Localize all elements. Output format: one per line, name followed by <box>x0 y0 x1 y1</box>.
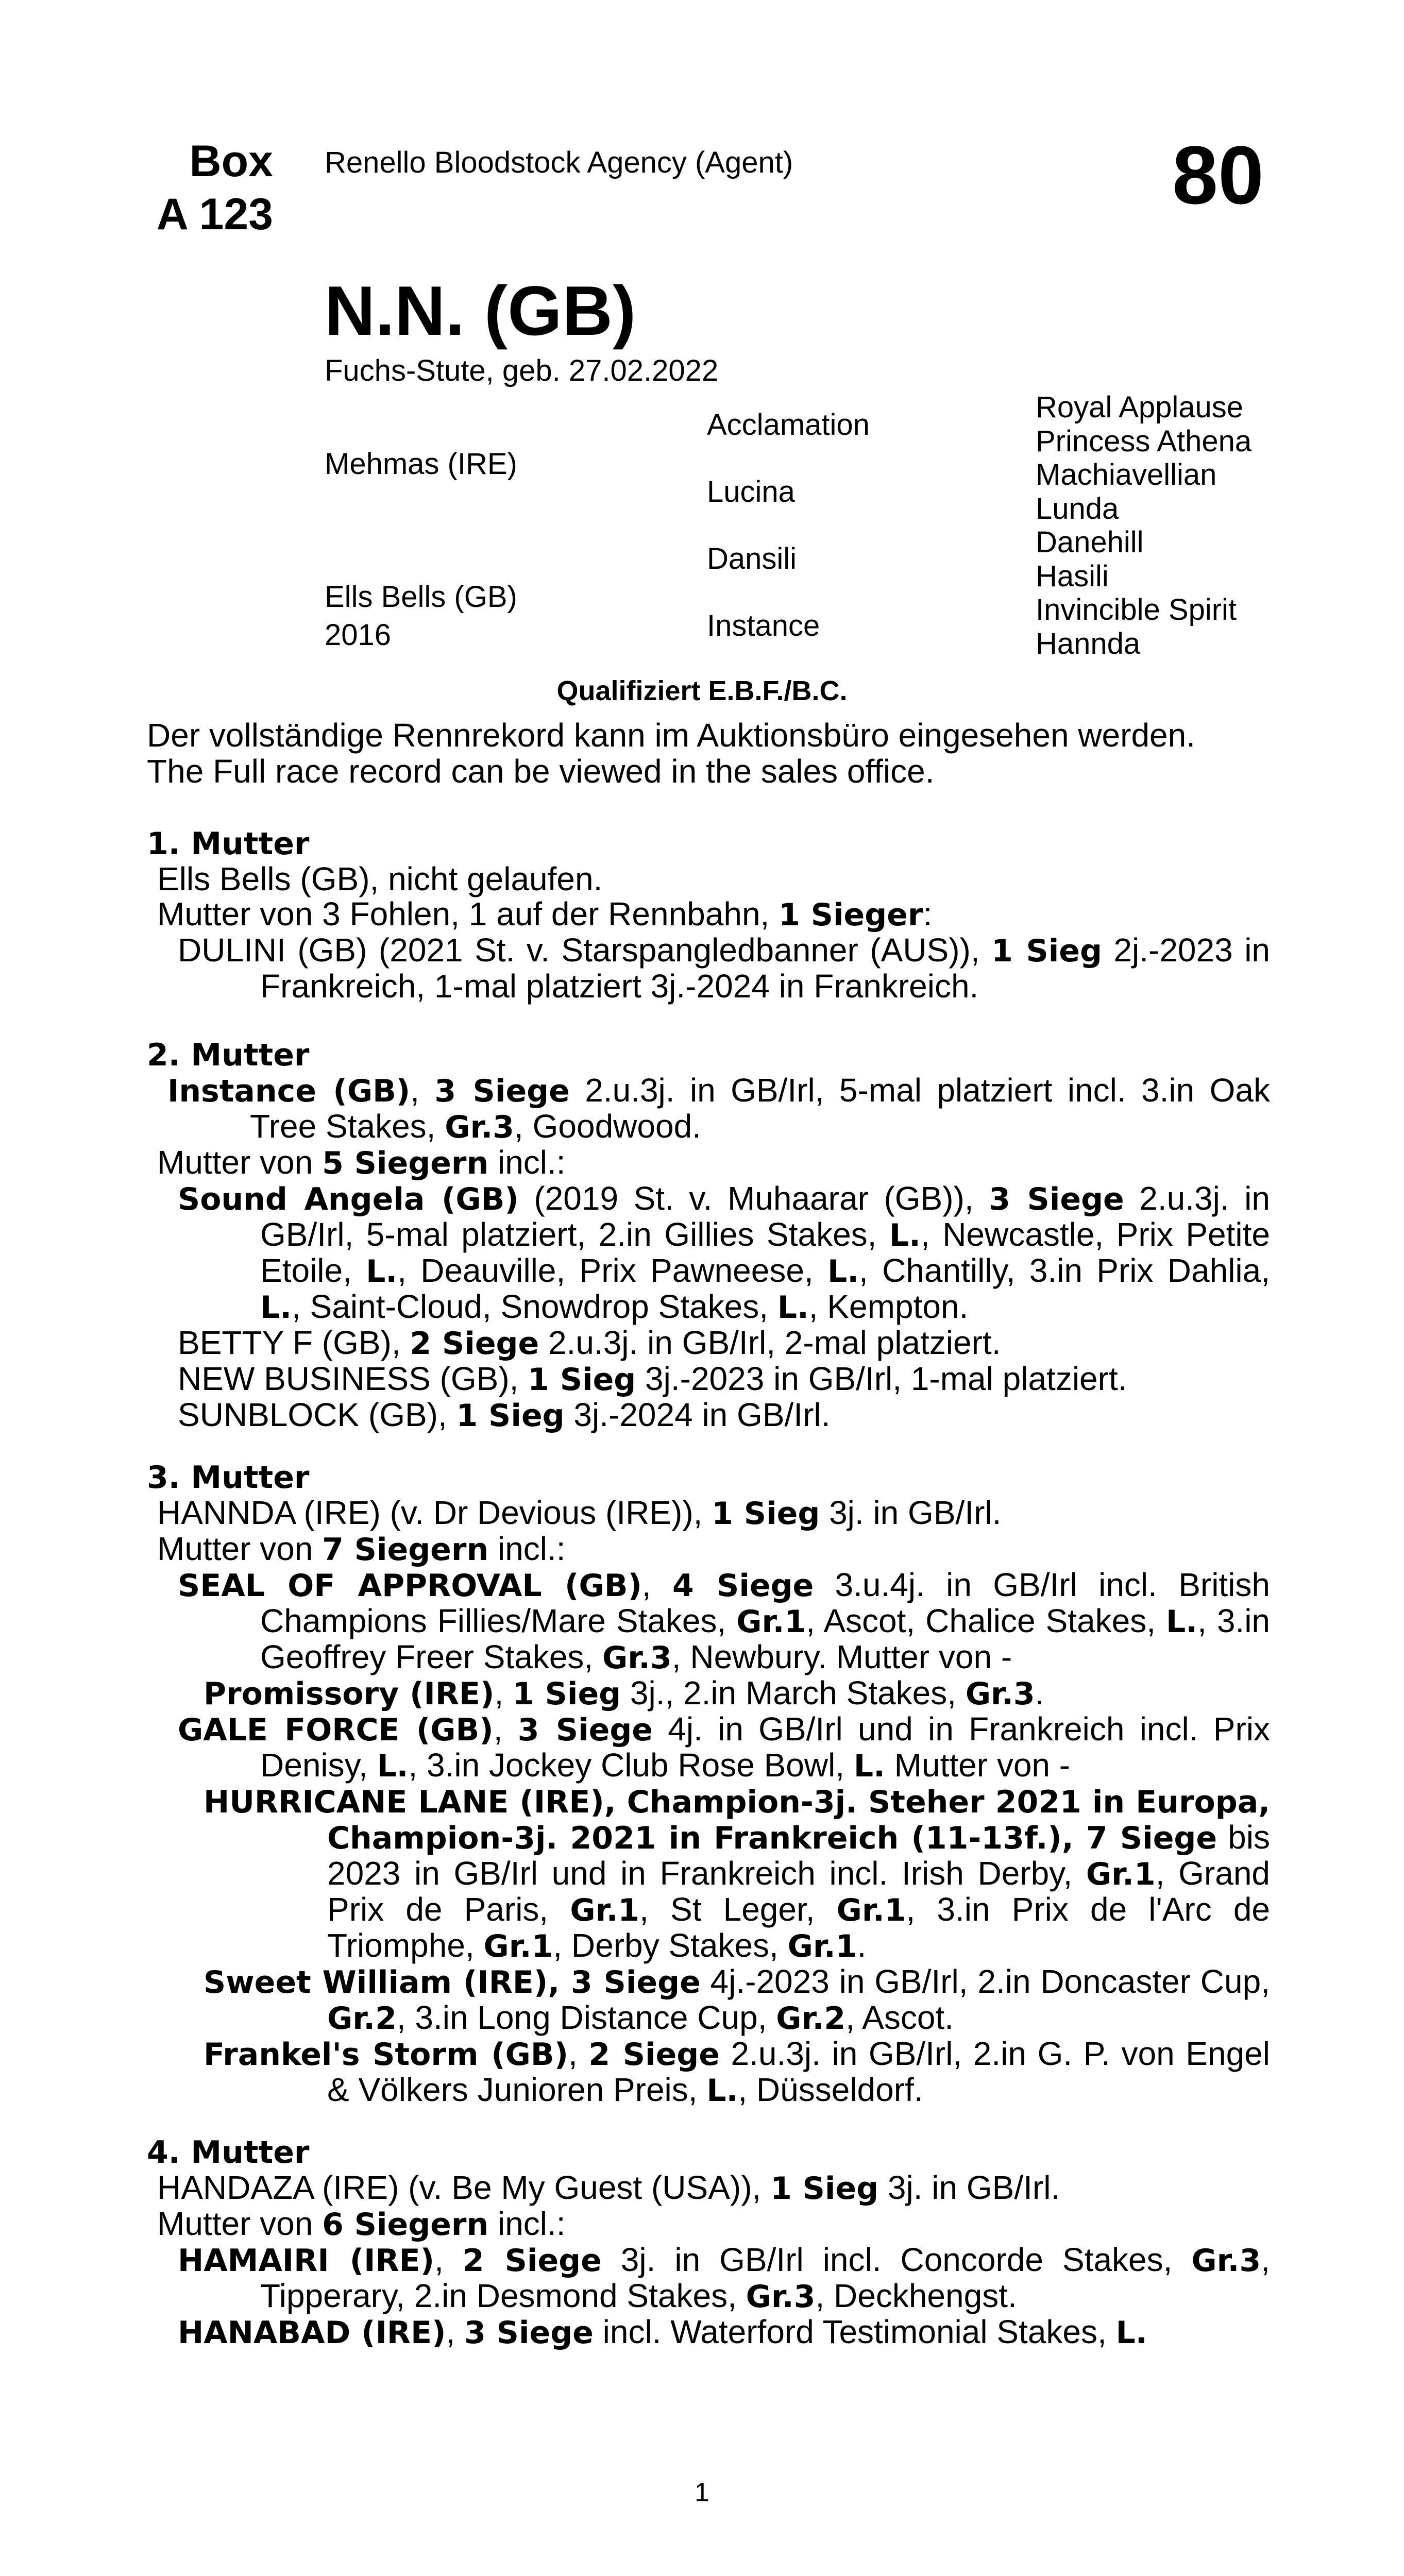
pedigree-ggp: Royal Applause <box>1036 391 1244 424</box>
box-line-2: A 123 <box>156 190 273 240</box>
agent-name: Renello Bloodstock Agency (Agent) <box>325 146 793 179</box>
race-record-note-en: The Full race record can be viewed in the sales office. <box>147 753 935 790</box>
dam-line: HANNDA (IRE) (v. Dr Devious (IRE)), 1 Sieg 3j. in GB/Irl. <box>157 1494 1002 1532</box>
section-fourth-dam <box>147 2135 1270 2350</box>
produce-entry: BETTY F (GB), 2 Siege 2.u.3j. in GB/Irl, 2-mal platziert. <box>178 1324 1001 1362</box>
pedigree-dam-sire: Dansili <box>707 542 797 575</box>
pedigree-dam-year: 2016 <box>325 618 392 652</box>
pedigree-dam-dam: Instance <box>707 609 820 642</box>
produce-entry: SUNBLOCK (GB), 1 Sieg 3j.-2024 in GB/Irl. <box>178 1396 831 1434</box>
horse-name: N.N. (GB) <box>325 272 636 350</box>
section-second-dam <box>147 1038 1270 1433</box>
produce-sub-entry: Sweet William (IRE), 3 Siege 4j.-2023 in GB/Irl, 2.in Doncaster Cup, Gr.2, 3.in Long Distance Cup, Gr.2, Ascot. <box>204 1963 1270 2037</box>
produce-entry: NEW BUSINESS (GB), 1 Sieg 3j.-2023 in GB/Irl, 1-mal platziert. <box>178 1360 1127 1398</box>
produce-summary: Mutter von 3 Fohlen, 1 auf der Rennbahn, 1 Sieger: <box>157 895 933 933</box>
produce-entry: SEAL OF APPROVAL (GB), 4 Siege 3.u.4j. in GB/Irl incl. British Champions Fillies/Mare Stakes, Gr.1, Ascot, Chalice Stakes, L., 3.in Geoffrey Freer Stakes, Gr.3, Newbury. Mutter von - <box>178 1566 1271 1676</box>
produce-entry: DULINI (GB) (2021 St. v. Starspangledbanner (AUS)), 1 Sieg 2j.-2023 in Frankreich, 1-mal platziert 3j.-2024 in Frankreich. <box>178 931 1270 1005</box>
pedigree-ggp: Invincible Spirit <box>1036 593 1237 627</box>
section-heading: 3. Mutter <box>147 1460 310 1496</box>
horse-description: Fuchs-Stute, geb. 27.02.2022 <box>325 354 719 387</box>
box-label <box>139 135 273 241</box>
pedigree-ggp: Hasili <box>1036 559 1109 593</box>
pedigree-ggp: Machiavellian <box>1036 458 1217 492</box>
qualification: Qualifiziert E.B.F./B.C. <box>556 675 848 706</box>
pedigree-ggp: Princess Athena <box>1036 424 1252 458</box>
page-number: 1 <box>695 2478 709 2507</box>
lot-number: 80 <box>1172 129 1264 221</box>
pedigree-ggp: Lunda <box>1036 492 1119 526</box>
produce-summary: Mutter von 5 Siegern incl.: <box>157 1144 566 1181</box>
section-heading: 1. Mutter <box>147 826 310 862</box>
race-record-note-de: Der vollständige Rennrekord kann im Auktionsbüro eingesehen werden. <box>147 717 1195 754</box>
section-first-dam <box>147 826 1270 1004</box>
section-heading: 2. Mutter <box>147 1037 310 1073</box>
pedigree-sire-dam: Lucina <box>707 475 795 509</box>
produce-entry: Sound Angela (GB) (2019 St. v. Muhaarar (GB)), 3 Siege 2.u.3j. in GB/Irl, 5-mal platziert, 2.in Gillies Stakes, L., Newcastle, Prix Petite Etoile, L., Deauville, Prix Pawneese, L., Chantilly, 3.in Prix Dahlia, L., Saint-Cloud, Snowdrop Stakes, L., Kempton. <box>178 1180 1271 1326</box>
pedigree-sire-sire: Acclamation <box>707 408 870 442</box>
produce-entry: HANABAD (IRE), 3 Siege incl. Waterford Testimonial Stakes, L. <box>178 2313 1147 2351</box>
pedigree-ggp-list <box>1036 391 1251 660</box>
pedigree-dam: Ells Bells (GB) <box>325 580 517 614</box>
produce-sub-entry: Promissory (IRE), 1 Sieg 3j., 2.in March Stakes, Gr.3. <box>204 1674 1044 1712</box>
section-heading: 4. Mutter <box>147 2134 310 2171</box>
dam-line: Ells Bells (GB), nicht gelaufen. <box>157 860 603 897</box>
produce-summary: Mutter von 7 Siegern incl.: <box>157 1530 566 1568</box>
produce-entry: GALE FORCE (GB), 3 Siege 4j. in GB/Irl und in Frankreich incl. Prix Denisy, L., 3.in Jockey Club Rose Bowl, L. Mutter von - <box>178 1710 1271 1784</box>
produce-sub-entry: Frankel's Storm (GB), 2 Siege 2.u.3j. in GB/Irl, 2.in G. P. von Engel & Völkers Junioren Preis, L., Düsseldorf. <box>204 2035 1270 2109</box>
dam-line: HANDAZA (IRE) (v. Be My Guest (USA)), 1 Sieg 3j. in GB/Irl. <box>157 2169 1060 2207</box>
race-record-note <box>147 717 1280 790</box>
pedigree-sire: Mehmas (IRE) <box>325 447 517 481</box>
pedigree-ggp: Danehill <box>1036 526 1144 560</box>
dam-line: Instance (GB), 3 Siege 2.u.3j. in GB/Irl, 5-mal platziert incl. 3.in Oak Tree Stakes, Gr.3, Goodwood. <box>167 1072 1271 1145</box>
box-line-1: Box <box>189 137 273 186</box>
produce-entry: HAMAIRI (IRE), 2 Siege 3j. in GB/Irl incl. Concorde Stakes, Gr.3, Tipperary, 2.in Desmond Stakes, Gr.3, Deckhengst. <box>178 2241 1270 2315</box>
produce-summary: Mutter von 6 Siegern incl.: <box>157 2205 566 2243</box>
pedigree-ggp: Hannda <box>1036 626 1141 660</box>
section-third-dam <box>147 1460 1270 2108</box>
produce-sub-entry: HURRICANE LANE (IRE), Champion-3j. Steher 2021 in Europa, Champion-3j. 2021 in Frankreich (11-13f.), 7 Siege bis 2023 in GB/Irl und in Frankreich incl. Irish Derby, Gr.1, Grand Prix de Paris, Gr.1, St Leger, Gr.1, 3.in Prix de l'Arc de Triomphe, Gr.1, Derby Stakes, Gr.1. <box>204 1784 1271 1964</box>
